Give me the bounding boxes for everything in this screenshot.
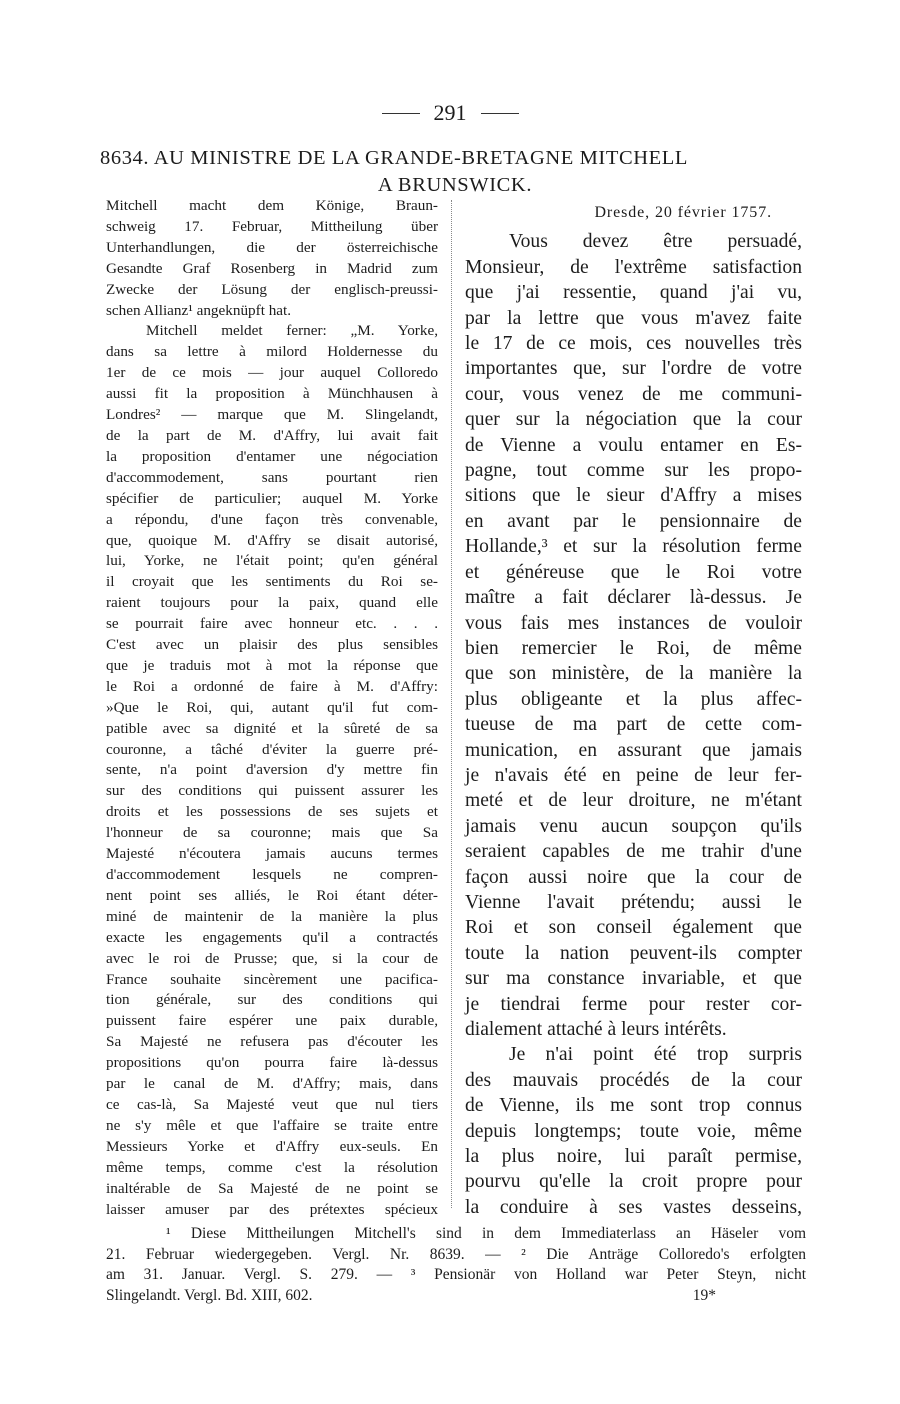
letter-line: des mauvais procédés de la cour bbox=[465, 1069, 802, 1091]
letter-line: et généreuse que le Roi votre bbox=[465, 561, 802, 583]
letter-line: seraient capables de me trahir d'une bbox=[465, 841, 802, 863]
summary-line: miné de maintenir de la manière la plus bbox=[106, 907, 438, 925]
summary-line: d'accommodement, sans pourtant rien bbox=[106, 468, 438, 486]
letter-line: depuis longtemps; toute voie, même bbox=[465, 1120, 802, 1142]
summary-line: Sa Majesté ne refusera pas d'écouter les bbox=[106, 1033, 438, 1051]
letter-line: le 17 de ce mois, ces nouvelles très bbox=[465, 333, 802, 355]
letter-line: cour, vous venez de me communi- bbox=[465, 383, 802, 405]
summary-line: Messieurs Yorke et d'Affry eux-seuls. En bbox=[106, 1137, 438, 1155]
summary-line: Zwecke der Lösung der englisch-preussi- bbox=[106, 280, 438, 298]
summary-line: la proposition d'entamer une négociation bbox=[106, 447, 438, 465]
summary-line: nent point ses alliés, le Roi étant déter- bbox=[106, 886, 438, 904]
footnote-line: am 31. Januar. Vergl. S. 279. — ³ Pensionär von Holland war Peter Steyn, nicht bbox=[106, 1266, 806, 1283]
summary-line: avec le roi de Prusse; que, si la cour de bbox=[106, 949, 438, 967]
footnote-line: 21. Februar wiedergegeben. Vergl. Nr. 8639. — ² Die Anträge Colloredo's erfolgten bbox=[106, 1245, 806, 1263]
summary-line: schen Allianz¹ angeknüpft hat. bbox=[106, 301, 292, 319]
document-title bbox=[100, 145, 810, 199]
summary-line: même temps, comme c'est la résolution bbox=[106, 1158, 438, 1176]
letter-column bbox=[465, 200, 802, 1220]
letter-line: que son ministère, de la manière la bbox=[465, 663, 802, 685]
summary-line: laisser amuser par des prétextes spécieux bbox=[106, 1200, 438, 1218]
letter-line: la conduire à ses vastes desseins, bbox=[465, 1196, 802, 1218]
summary-line: 1er de ce mois — jour auquel Colloredo bbox=[106, 364, 438, 382]
running-header bbox=[0, 96, 900, 130]
summary-line: Gesandte Graf Rosenberg in Madrid zum bbox=[106, 259, 438, 277]
footnote-last-line bbox=[106, 1286, 806, 1307]
letter-line: pourvu qu'elle la croit propre pour bbox=[465, 1171, 802, 1193]
summary-line: France souhaite sincèrement une pacifica- bbox=[106, 970, 438, 988]
summary-line: que, quoique M. d'Affry se disait autorisé, bbox=[106, 531, 438, 549]
column-divider bbox=[451, 200, 452, 1208]
summary-line: par le canal de M. d'Affry; mais, dans bbox=[106, 1075, 438, 1093]
summary-line: Mitchell meldet ferner: „M. Yorke, bbox=[146, 322, 438, 340]
letter-line: je n'avais été en peine de leur fer- bbox=[465, 764, 802, 786]
letter-line: Je n'ai point été trop surpris bbox=[509, 1044, 802, 1066]
summary-line: raient toujours pour la paix, quand elle bbox=[106, 594, 438, 612]
summary-line: Mitchell macht dem Könige, Braun- bbox=[106, 197, 438, 214]
summary-line: que je traduis mot à mot la réponse que bbox=[106, 656, 438, 674]
summary-line: tion générale, sur des conditions qui bbox=[106, 991, 438, 1009]
summary-line: sente, n'a point d'aversion d'y mettre fin bbox=[106, 761, 438, 779]
footnotes bbox=[106, 1224, 806, 1306]
letter-line: la plus noire, lui paraît permise, bbox=[465, 1146, 802, 1168]
footnote-line: Slingelandt. Vergl. Bd. XIII, 602. bbox=[106, 1286, 313, 1304]
letter-line: Monsieur, de l'extrême satisfaction bbox=[465, 256, 802, 278]
letter-line: de Vienne a voulu entamer en Es- bbox=[465, 434, 802, 456]
summary-line: Londres² — marque que M. Slingelandt, bbox=[106, 406, 438, 424]
footnote-line: ¹ Diese Mittheilungen Mitchell's sind in dem Immediaterlass an Häseler vom bbox=[166, 1225, 806, 1242]
letter-line: dialement attaché à leurs intérêts. bbox=[465, 1019, 727, 1040]
summary-line: spécifier de particulier; auquel M. Yorke bbox=[106, 489, 438, 507]
letter-line: de Vienne, ils me sont trop connus bbox=[465, 1095, 802, 1117]
letter-line: quer sur la négociation que la cour bbox=[465, 409, 802, 431]
summary-line: exacte les engagements qu'il a contractés bbox=[106, 928, 438, 946]
summary-line: l'honneur de sa couronne; mais que Sa bbox=[106, 824, 438, 842]
letter-dateline: Dresde, 20 février 1757. bbox=[594, 204, 772, 221]
summary-line: ne s'y mêle et que l'affaire se traite entre bbox=[106, 1116, 438, 1134]
summary-line: sur des conditions qui puissent assurer les bbox=[106, 782, 438, 800]
title-line: 8634. AU MINISTRE DE LA GRANDE-BRETAGNE MITCHELL bbox=[100, 147, 689, 169]
summary-column bbox=[106, 196, 438, 1220]
summary-line: patible avec sa dignité et la sûreté de sa bbox=[106, 719, 438, 737]
summary-line: le Roi a ordonné de faire à M. d'Affry: bbox=[106, 677, 438, 695]
letter-line: en avant par le pensionnaire de bbox=[465, 510, 802, 532]
summary-line: puissent faire espérer une paix durable, bbox=[106, 1012, 438, 1030]
letter-line: vous fais mes instances de vouloir bbox=[465, 612, 802, 634]
summary-line: dans sa lettre à milord Holdernesse du bbox=[106, 343, 438, 361]
letter-line: Vous devez être persuadé, bbox=[509, 231, 802, 253]
summary-line: propositions qu'on pourra faire là-dessus bbox=[106, 1054, 438, 1072]
summary-line: de la part de M. d'Affry, lui avait fait bbox=[106, 426, 438, 444]
summary-line: a répondu, d'une façon très convenable, bbox=[106, 510, 438, 528]
signature-mark: 19* bbox=[692, 1286, 716, 1304]
summary-line: Unterhandlungen, die der österreichische bbox=[106, 238, 438, 256]
letter-line: sur ma constance invariable, et que bbox=[465, 968, 802, 990]
title-line: A BRUNSWICK. bbox=[377, 174, 533, 196]
letter-line: Roi et son conseil également que bbox=[465, 917, 802, 939]
letter-line: Vienne l'avait prétendu; aussi le bbox=[465, 891, 802, 913]
summary-line: couronne, a tâché d'éviter la guerre pré- bbox=[106, 740, 438, 758]
letter-line: Hollande,³ et sur la résolution ferme bbox=[465, 536, 802, 558]
summary-line: d'accommodement lesquels ne compren- bbox=[106, 866, 438, 883]
letter-line: je tiendrai ferme pour rester cor- bbox=[465, 993, 802, 1015]
summary-line: lui, Yorke, ne l'était point; qu'en général bbox=[106, 552, 438, 570]
letter-line: importantes que, sur l'ordre de votre bbox=[465, 358, 802, 380]
summary-line: il croyait que les sentiments du Roi se- bbox=[106, 573, 438, 591]
letter-line: tueuse de ma part de cette com- bbox=[465, 714, 802, 736]
letter-line: munication, en assurant que jamais bbox=[465, 739, 802, 761]
letter-line: par la lettre que vous m'avez faite bbox=[465, 307, 802, 329]
letter-line: jamais venu aucun soupçon qu'ils bbox=[465, 815, 802, 837]
letter-line: maître a fait déclarer là-dessus. Je bbox=[465, 587, 802, 609]
letter-line: plus obligeante et la plus affec- bbox=[465, 688, 802, 710]
page-number: 291 bbox=[433, 100, 467, 125]
letter-line: meté et de leur droiture, ne m'étant bbox=[465, 790, 802, 812]
summary-line: inaltérable de Sa Majesté de ne point se bbox=[106, 1179, 438, 1197]
summary-line: Majesté n'écoutera jamais aucuns termes bbox=[106, 845, 438, 863]
letter-line: que j'ai ressentie, quand j'ai vu, bbox=[465, 282, 802, 304]
summary-line: aussi fit la proposition à Münchhausen à bbox=[106, 385, 438, 403]
header-rule-right bbox=[481, 113, 519, 114]
summary-line: se pourrait faire avec honneur etc. . . . bbox=[106, 615, 438, 633]
letter-line: façon aussi noire que la cour de bbox=[465, 866, 802, 888]
summary-line: droits et les possessions de ses sujets et bbox=[106, 803, 438, 821]
summary-line: C'est avec un plaisir des plus sensibles bbox=[106, 636, 438, 654]
letter-line: pagne, tout comme sur les propo- bbox=[465, 460, 802, 482]
letter-line: sitions que le sieur d'Affry a mises bbox=[465, 485, 802, 507]
summary-line: »Que le Roi, qui, autant qu'il fut com- bbox=[106, 698, 438, 716]
summary-line: ce cas-là, Sa Majesté veut que nul tiers bbox=[106, 1095, 438, 1113]
letter-line: toute la nation peuvent-ils compter bbox=[465, 942, 802, 964]
summary-line: schweig 17. Februar, Mittheilung über bbox=[106, 217, 438, 235]
letter-line: bien remercier le Roi, de même bbox=[465, 637, 802, 659]
header-rule-left bbox=[382, 113, 420, 114]
